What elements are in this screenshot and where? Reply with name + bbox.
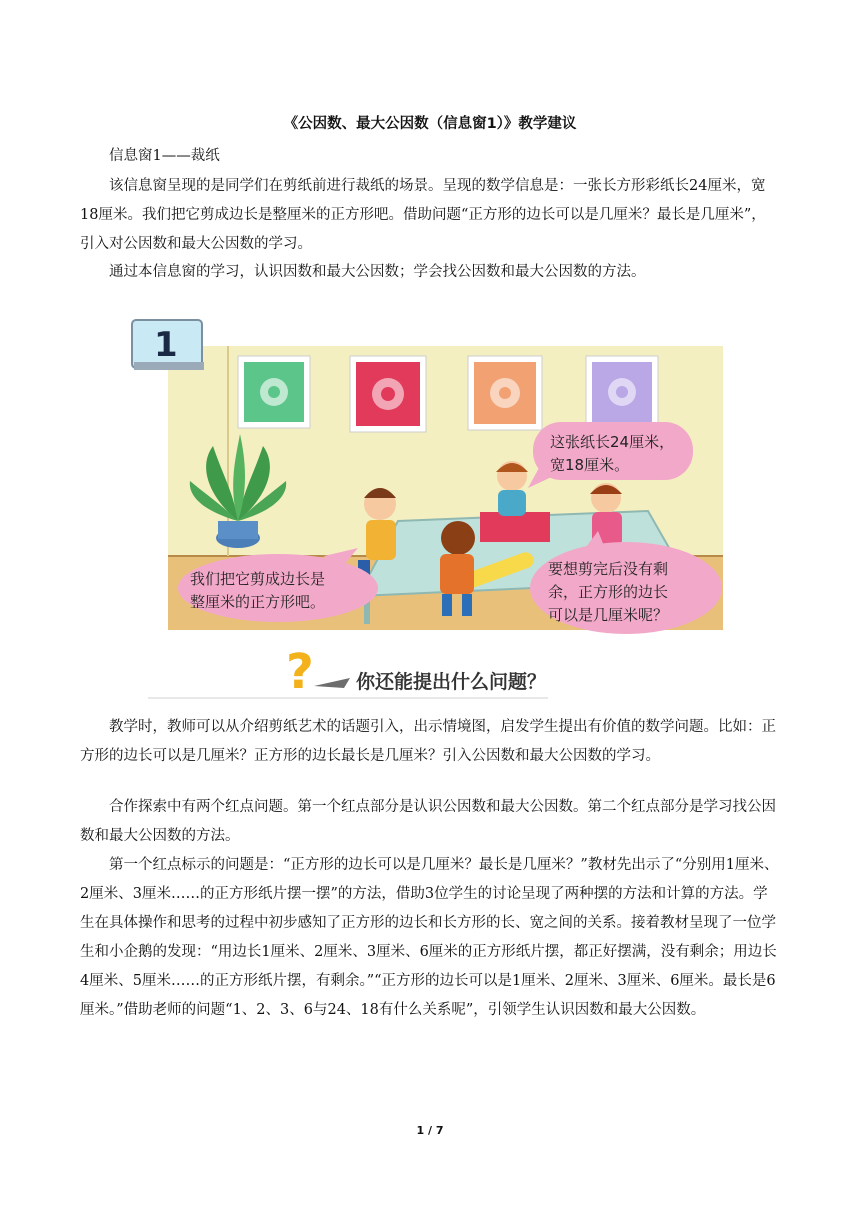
paragraph-1: 该信息窗呈现的是同学们在剪纸前进行裁纸的场景。呈现的数学信息是：一张长方形彩纸长24厘米，宽18厘米。我们把它剪成边长是整厘米的正方形吧。借助问题“正方形的边长可以是几厘米？最长是几厘米”，引入对公因数和最大公因数的学习。 — [80, 178, 766, 252]
question-banner — [148, 644, 548, 700]
svg-text:我们把它剪成边长是: 我们把它剪成边长是 — [190, 570, 326, 588]
document-title: 《公因数、最大公因数（信息窗1）》教学建议 — [283, 116, 577, 132]
speech-bubble-top — [528, 422, 693, 488]
question-mark-icon: ? — [286, 644, 314, 700]
svg-text:整厘米的正方形吧。: 整厘米的正方形吧。 — [190, 593, 326, 611]
svg-text:余，正方形的边长: 余，正方形的边长 — [548, 583, 669, 601]
question-banner-text: 你还能提出什么问题？ — [356, 671, 547, 693]
section-subtitle: 信息窗1——裁纸 — [109, 148, 220, 164]
paragraph-4: 合作探索中有两个红点问题。第一个红点部分是认识公因数和最大公因数。第二个红点部分是学习找公因数和最大公因数的方法。 — [80, 799, 776, 844]
red-paper — [480, 512, 550, 542]
papercut-orange — [468, 356, 542, 430]
paragraph-2: 通过本信息窗的学习，认识因数和最大公因数；学会找公因数和最大公因数的方法。 — [109, 264, 646, 280]
paragraph-3: 教学时，教师可以从介绍剪纸艺术的话题引入，出示情境图，启发学生提出有价值的数学问题。比如：正方形的边长可以是几厘米？正方形的边长最长是几厘米？引入公因数和最大公因数的学习。 — [80, 719, 776, 764]
scene-illustration — [128, 316, 726, 700]
papercut-purple — [586, 356, 658, 428]
window-number: 1 — [154, 325, 178, 365]
papercut-green — [238, 356, 310, 428]
pencil-icon — [314, 678, 350, 688]
svg-text:可以是几厘米呢？: 可以是几厘米呢？ — [548, 606, 669, 624]
svg-text:要想剪完后没有剩: 要想剪完后没有剩 — [548, 560, 669, 578]
papercut-red — [350, 356, 426, 432]
page-number: 1 / 7 — [416, 1124, 444, 1137]
window-number-badge — [132, 320, 204, 370]
paragraph-5: 第一个红点标示的问题是：“正方形的边长可以是几厘米？最长是几厘米？”教材先出示了“分别用1厘米、2厘米、3厘米……的正方形纸片摆一摆”的方法，借助3位学生的讨论呈现了两种摆的方法和计算的方法。学生在具体操作和思考的过程中初步感知了正方形的边长和长方形的长、宽之间的关系。接着教材呈现了一位学生和小企鹅的发现：“用边长1厘米、2厘米、3厘米、6厘米的正方形纸片摆，都正好摆满，没有剩余；用边长4厘米、5厘米……的正方形纸片摆，有剩余。”“正方形的边长可以是1厘米、2厘米、3厘米、6厘米。最长是6厘米。”借助老师的问题“1、2、3、6与24、18有什么关系呢”，引领学生认识因数和最大公因数。 — [80, 857, 779, 1018]
svg-text:宽18厘米。: 宽18厘米。 — [550, 456, 630, 474]
svg-text:这张纸长24厘米，: 这张纸长24厘米， — [550, 433, 675, 451]
